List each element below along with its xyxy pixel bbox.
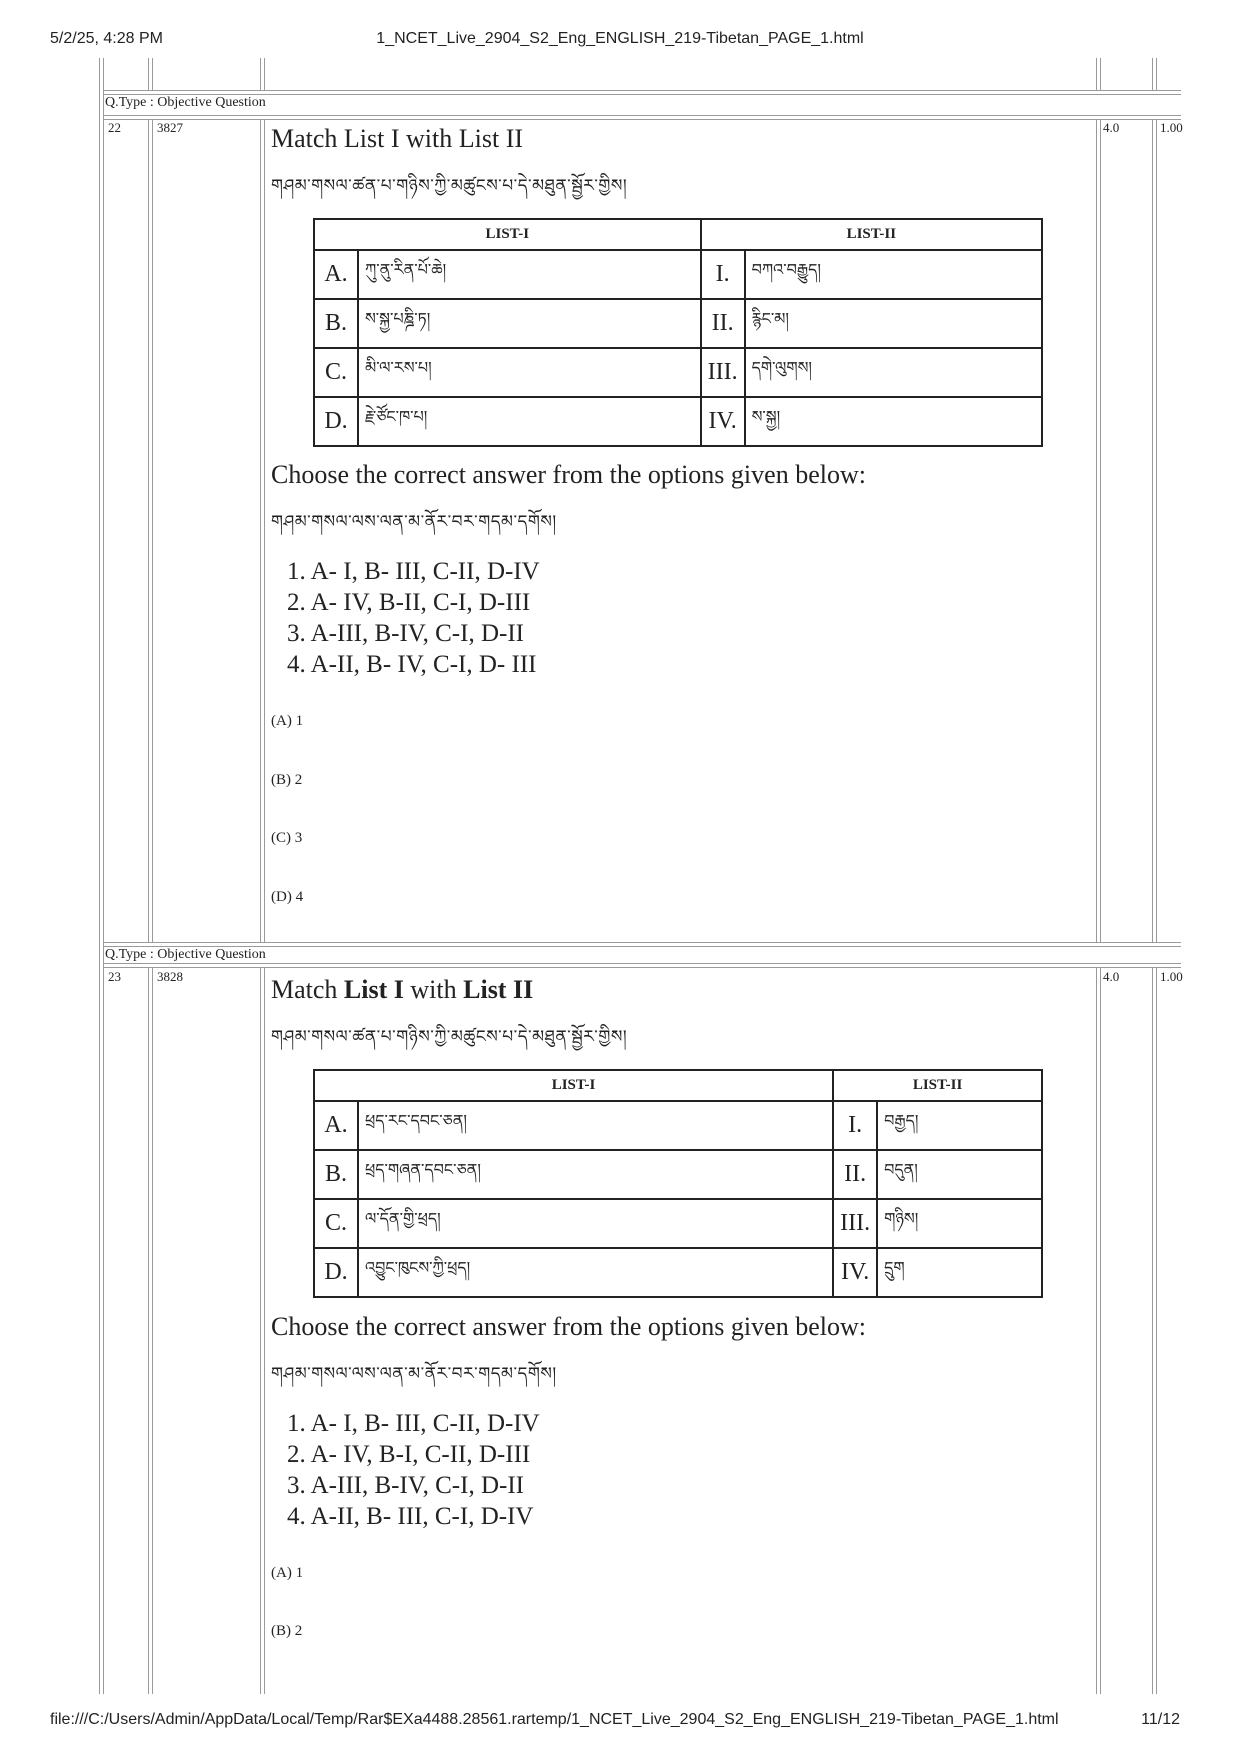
question-title-tibetan: གཤམ་གསལ་ཚན་པ་གཉིས་ཀྱི་མཚུངས་པ་དེ་མཐུན་སྦྱོར་གྱིས། [271,1027,628,1047]
table-row: C. མི་ལ་རས་པ། III. དགེ་ལུགས། [314,348,1042,397]
option-item: 3. A-III, B-IV, C-I, D-II [287,1472,524,1499]
option-item: 3. A-III, B-IV, C-I, D-II [287,620,524,647]
answer-choice-a: (A) 1 [271,713,304,729]
list-1-header: LIST-I [314,219,701,250]
answer-choice-b: (B) 2 [271,1623,303,1639]
question-id: 3828 [157,969,183,984]
question-type: Q.Type : Objective Question [105,947,266,962]
question-marks: 4.0 [1103,969,1120,984]
answer-choice-b: (B) 2 [271,772,303,788]
option-item: 4. A-II, B- IV, C-I, D- III [287,651,537,678]
options-list [287,556,540,680]
list-2-header: LIST-II [833,1070,1042,1101]
answer-choice-d: (D) 4 [271,889,304,905]
options-list [287,1408,540,1532]
choose-instruction-tibetan: གཤམ་གསལ་ལས་ལན་མ་ནོར་བར་གདམ་དགོས། [271,512,557,532]
table-row: C. ལ་དོན་གྱི་ཕྲད། III. གཉིས། [314,1199,1042,1248]
option-item: 2. A- IV, B-II, C-I, D-III [287,589,531,616]
table-row: D. རྗེ་ཙོང་ཁ་པ། IV. ས་སྐྱ། [314,397,1042,446]
table-row: B. ཕྲད་གཞན་དབང་ཅན། II. བདུན། [314,1150,1042,1199]
question-negative-marks: 1.00 [1160,120,1183,135]
question-serial: 23 [108,969,121,984]
print-datetime: 5/2/25, 4:28 PM [50,30,163,47]
match-table [313,218,1043,447]
list-1-header: LIST-I [314,1070,833,1101]
option-item: 1. A- I, B- III, C-II, D-IV [287,1410,540,1437]
table-row: A. ཀུ་ནུ་རིན་པོ་ཆེ། I. བཀའ་བརྒྱུད། [314,250,1042,299]
print-file-path: file:///C:/Users/Admin/AppData/Local/Temp/Rar$EXa4488.28561.rartemp/1_NCET_Live_2904_S2_Eng_ENGLISH_219-Tibetan_PAGE_1.html [50,1711,1059,1728]
question-type: Q.Type : Objective Question [105,95,266,110]
table-row: D. འབྱུང་ཁུངས་ཀྱི་ཕྲད། IV. དྲུག [314,1248,1042,1297]
list-2-header: LIST-II [701,219,1042,250]
choose-instruction: Choose the correct answer from the options given below: [271,1312,866,1341]
question-title-tibetan: གཤམ་གསལ་ཚན་པ་གཉིས་ཀྱི་མཚུངས་པ་དེ་མཐུན་སྦྱོར་གྱིས། [271,176,628,196]
option-item: 4. A-II, B- III, C-I, D-IV [287,1503,534,1530]
answer-choice-a: (A) 1 [271,1565,304,1581]
match-table [313,1069,1043,1298]
question-serial: 22 [108,120,121,135]
question-id: 3827 [157,120,183,135]
question-title: Match List I with List II [271,975,534,1004]
option-item: 1. A- I, B- III, C-II, D-IV [287,558,540,585]
option-item: 2. A- IV, B-I, C-II, D-III [287,1441,531,1468]
table-row: A. ཕྲད་རང་དབང་ཅན། I. བརྒྱད། [314,1101,1042,1150]
print-page-title: 1_NCET_Live_2904_S2_Eng_ENGLISH_219-Tibetan_PAGE_1.html [376,30,864,47]
print-page-number: 11/12 [1141,1711,1180,1728]
choose-instruction: Choose the correct answer from the options given below: [271,460,866,489]
choose-instruction-tibetan: གཤམ་གསལ་ལས་ལན་མ་ནོར་བར་གདམ་དགོས། [271,1364,557,1384]
answer-choice-c: (C) 3 [271,830,303,846]
question-negative-marks: 1.00 [1160,969,1183,984]
question-title: Match List I with List II [271,124,524,153]
question-marks: 4.0 [1103,120,1120,135]
table-row: B. ས་སྐྱ་པཎྜི་ཏ། II. རྙིང་མ། [314,299,1042,348]
